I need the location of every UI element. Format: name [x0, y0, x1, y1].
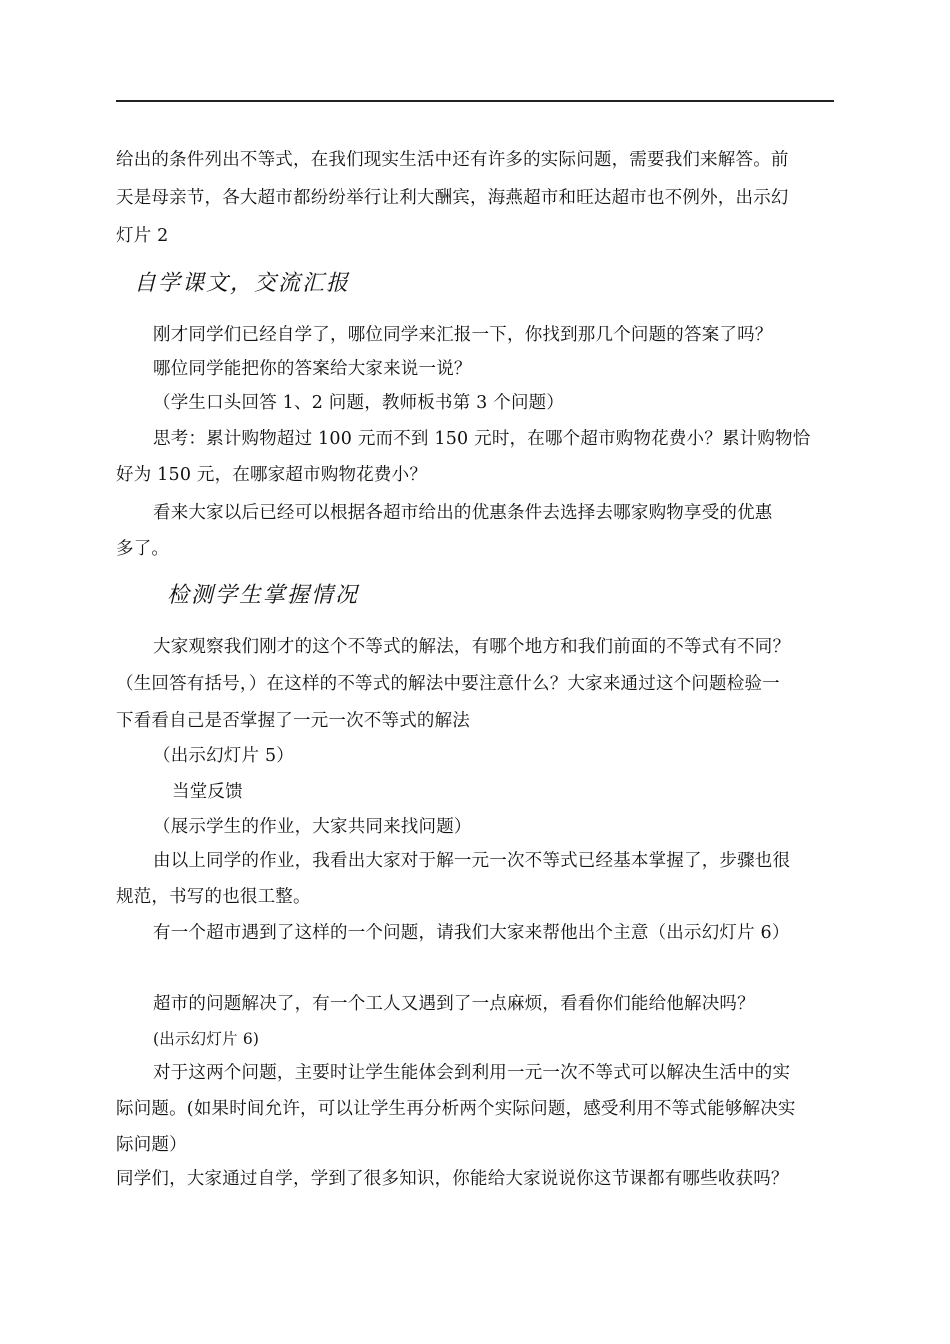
paragraph: 同学们，大家通过自学，学到了很多知识，你能给大家说说你这节课都有哪些收获吗？	[116, 1169, 789, 1189]
paragraph: 对于这两个问题，主要时让学生能体会到利用一元一次不等式可以解决生活中的实	[153, 1063, 791, 1083]
paragraph: 际问题。(如果时间允许，可以让学生再分析两个实际问题，感受利用不等式能够解决实	[116, 1099, 796, 1119]
paragraph: 超市的问题解决了，有一个工人又遇到了一点麻烦，看看你们能给他解决吗？	[153, 994, 755, 1014]
intro-line-3: 灯片 2	[116, 226, 169, 246]
paragraph: 哪位同学能把你的答案给大家来说一说？	[153, 359, 472, 379]
paragraph: （生回答有括号，）在这样的不等式的解法中要注意什么？大家来通过这个问题检验一	[116, 674, 780, 694]
paragraph: 下看看自己是否掌握了一元一次不等式的解法	[116, 711, 470, 731]
paragraph: 规范，书写的也很工整。	[116, 887, 311, 907]
paragraph: （出示幻灯片 5）	[153, 746, 294, 766]
paragraph: 由以上同学的作业，我看出大家对于解一元一次不等式已经基本掌握了，步骤也很	[153, 851, 791, 871]
paragraph: （学生口头回答 1、2 问题，教师板书第 3 个问题）	[153, 393, 565, 413]
section-heading-check-mastery: 检测学生掌握情况	[167, 583, 360, 608]
section-heading-self-study: 自学课文，交流汇报	[134, 271, 351, 296]
paragraph: 刚才同学们已经自学了，哪位同学来汇报一下，你找到那几个问题的答案了吗？	[153, 325, 773, 345]
intro-line-1: 给出的条件列出不等式，在我们现实生活中还有许多的实际问题，需要我们来解答。前	[116, 150, 789, 170]
paragraph: 多了。	[116, 539, 170, 559]
intro-line-2: 天是母亲节，各大超市都纷纷举行让利大酬宾，海燕超市和旺达超市也不例外，出示幻	[116, 188, 789, 208]
paragraph: 大家观察我们刚才的这个不等式的解法，有哪个地方和我们前面的不等式有不同？	[153, 637, 791, 657]
paragraph: 好为 150 元，在哪家超市购物花费小？	[116, 465, 428, 485]
paragraph: 当堂反馈	[172, 782, 243, 802]
paragraph: 思考：累计购物超过 100 元而不到 150 元时，在哪个超市购物花费小？累计购物恰	[153, 429, 811, 449]
paragraph: (出示幻灯片 6)	[153, 1030, 260, 1048]
paragraph: （展示学生的作业，大家共同来找问题）	[153, 817, 472, 837]
paragraph: 际问题）	[116, 1135, 187, 1155]
header-rule	[116, 100, 834, 102]
paragraph: 有一个超市遇到了这样的一个问题，请我们大家来帮他出个主意（出示幻灯片 6）	[153, 923, 790, 943]
paragraph: 看来大家以后已经可以根据各超市给出的优惠条件去选择去哪家购物享受的优惠	[153, 503, 773, 523]
